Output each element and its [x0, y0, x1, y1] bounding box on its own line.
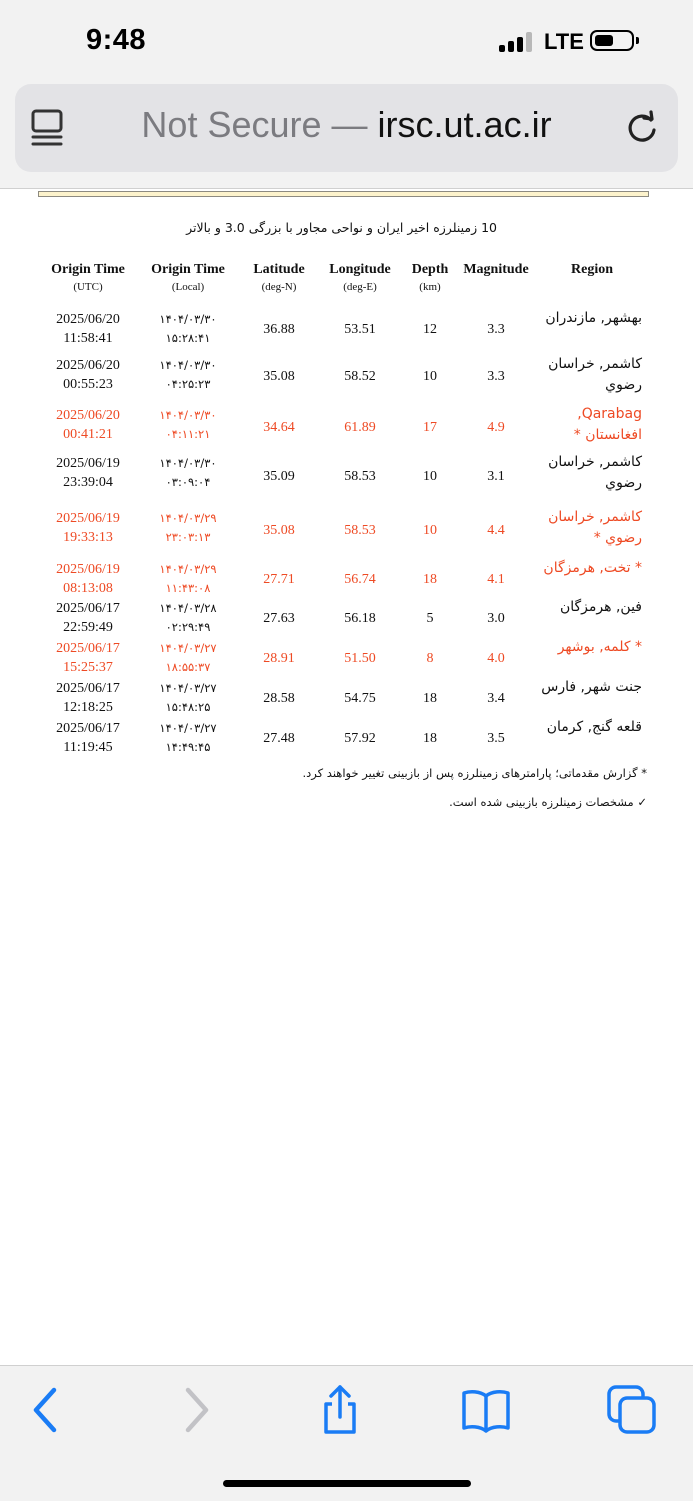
origin-local-cell	[143, 719, 233, 757]
origin-utc-cell	[44, 560, 132, 598]
clock: 9:48	[86, 24, 147, 56]
magnitude-cell: 3.1	[487, 468, 505, 484]
url-separator: —	[321, 104, 378, 145]
origin-local-cell-local-date: ۱۴۰۴/۰۳/۲۹	[159, 511, 217, 525]
magnitude-cell: 3.4	[487, 690, 505, 706]
origin-local-cell	[143, 406, 233, 444]
origin-local-cell-local-date: ۱۴۰۴/۰۳/۳۰	[159, 408, 217, 422]
reviewed-note: ✓ مشخصات زمینلرزه بازبینی شده است.	[449, 795, 647, 809]
origin-utc-cell-utc-time: 12:18:25	[63, 700, 113, 715]
back-icon[interactable]	[20, 1384, 72, 1436]
origin-local-cell-local-date: ۱۴۰۴/۰۳/۲۷	[159, 641, 217, 655]
magnitude-cell: 4.0	[487, 650, 505, 666]
longitude-cell: 58.52	[344, 368, 376, 384]
table-row	[0, 679, 693, 717]
origin-local-cell-local-date: ۱۴۰۴/۰۳/۳۰	[159, 312, 217, 326]
origin-local-cell	[143, 560, 233, 598]
latitude-cell: 27.48	[263, 730, 295, 746]
origin-local-cell-local-time: ۱۴:۴۹:۴۵	[165, 740, 211, 754]
depth-cell: 18	[423, 571, 437, 587]
origin-local-cell	[143, 509, 233, 547]
url-domain: irsc.ut.ac.ir	[377, 104, 552, 145]
table-row	[0, 509, 693, 551]
origin-utc-cell-utc-date: 2025/06/19	[56, 562, 120, 577]
table-row	[0, 356, 693, 396]
longitude-cell: 58.53	[344, 468, 376, 484]
origin-utc-cell-utc-date: 2025/06/17	[56, 601, 120, 616]
latitude-cell: 34.64	[263, 419, 295, 435]
not-secure-label: Not Secure	[141, 104, 322, 145]
origin-utc-cell-utc-date: 2025/06/20	[56, 312, 120, 327]
latitude-cell: 27.63	[263, 610, 295, 626]
origin-local-cell-local-date: ۱۴۰۴/۰۳/۲۸	[159, 601, 217, 615]
depth-cell: 17	[423, 419, 437, 435]
origin-local-cell-local-date: ۱۴۰۴/۰۳/۲۷	[159, 681, 217, 695]
column-header-depth: Depth (km)	[411, 262, 449, 293]
origin-utc-cell-utc-time: 23:39:04	[63, 475, 113, 490]
region-cell: قلعه گنج, كرمان	[546, 719, 642, 735]
forward-icon[interactable]	[170, 1384, 222, 1436]
magnitude-cell: 4.9	[487, 419, 505, 435]
latitude-cell: 36.88	[263, 321, 295, 337]
table-row	[0, 719, 693, 757]
origin-utc-cell-utc-date: 2025/06/19	[56, 511, 120, 526]
longitude-cell: 54.75	[344, 690, 376, 706]
depth-cell: 10	[423, 522, 437, 538]
origin-utc-cell	[44, 679, 132, 717]
longitude-cell: 56.74	[344, 571, 376, 587]
magnitude-cell: 3.3	[487, 368, 505, 384]
depth-cell: 12	[423, 321, 437, 337]
address-bar[interactable]	[15, 84, 678, 172]
page-content	[0, 189, 693, 1364]
magnitude-cell: 3.3	[487, 321, 505, 337]
origin-local-cell-local-time: ۱۱:۴۳:۰۸	[165, 581, 211, 595]
tabs-icon[interactable]	[606, 1384, 658, 1436]
origin-local-cell	[143, 454, 233, 492]
longitude-cell: 51.50	[344, 650, 376, 666]
magnitude-cell: 4.4	[487, 522, 505, 538]
column-header-latitude: Latitude (deg-N)	[253, 262, 305, 293]
origin-local-cell-local-time: ۱۵:۴۸:۲۵	[165, 700, 211, 714]
origin-utc-cell	[44, 509, 132, 547]
origin-utc-cell-utc-date: 2025/06/20	[56, 358, 120, 373]
origin-utc-cell	[44, 599, 132, 637]
origin-local-cell-local-date: ۱۴۰۴/۰۳/۳۰	[159, 358, 217, 372]
browser-bottom-toolbar	[0, 1365, 693, 1501]
home-indicator	[223, 1480, 471, 1487]
bookmarks-icon[interactable]	[460, 1384, 512, 1436]
region-cell: جنت شهر, فارس	[541, 679, 642, 695]
origin-local-cell-local-time: ۰۳:۰۹:۰۴	[165, 475, 211, 489]
origin-utc-cell-utc-time: 11:19:45	[63, 740, 113, 755]
origin-local-cell-local-date: ۱۴۰۴/۰۳/۲۷	[159, 721, 217, 735]
region-cell: کاشمر, خراسان رضوي	[548, 356, 642, 393]
table-row	[0, 639, 693, 677]
origin-utc-cell-utc-date: 2025/06/17	[56, 681, 120, 696]
reload-icon[interactable]	[624, 110, 660, 146]
origin-utc-cell-utc-time: 15:25:37	[63, 660, 113, 675]
depth-cell: 10	[423, 368, 437, 384]
magnitude-cell: 3.5	[487, 730, 505, 746]
table-row	[0, 599, 693, 637]
depth-cell: 8	[426, 650, 434, 666]
origin-local-cell	[143, 356, 233, 394]
origin-utc-cell-utc-time: 11:58:41	[63, 331, 113, 346]
origin-local-cell	[143, 599, 233, 637]
origin-utc-cell-utc-time: 08:13:08	[63, 581, 113, 596]
region-cell: * کلمه, بوشهر	[557, 639, 642, 655]
region-cell: کاشمر, خراسان رضوي *	[548, 509, 642, 546]
origin-utc-cell-utc-date: 2025/06/20	[56, 408, 120, 423]
origin-local-cell-local-time: ۰۴:۱۱:۲۱	[165, 427, 211, 441]
origin-utc-cell	[44, 639, 132, 677]
origin-utc-cell-utc-date: 2025/06/17	[56, 721, 120, 736]
origin-local-cell-local-date: ۱۴۰۴/۰۳/۲۹	[159, 562, 217, 576]
latitude-cell: 27.71	[263, 571, 295, 587]
origin-utc-cell-utc-time: 22:59:49	[63, 620, 113, 635]
origin-utc-cell-utc-date: 2025/06/17	[56, 641, 120, 656]
origin-utc-cell-utc-time: 00:41:21	[63, 427, 113, 442]
cellular-signal-icon	[499, 32, 535, 52]
browser-toolbar	[0, 78, 693, 189]
region-cell: * تخت, هرمزگان	[543, 560, 642, 576]
origin-utc-cell	[44, 356, 132, 394]
latitude-cell: 35.08	[263, 368, 295, 384]
origin-utc-cell	[44, 406, 132, 444]
latitude-cell: 28.58	[263, 690, 295, 706]
origin-local-cell-local-time: ۱۸:۵۵:۳۷	[165, 660, 211, 674]
column-header-longitude: Longitude (deg-E)	[329, 262, 391, 293]
region-cell: فين, هرمزگان	[559, 599, 642, 615]
origin-local-cell-local-date: ۱۴۰۴/۰۳/۳۰	[159, 456, 217, 470]
origin-local-cell	[143, 639, 233, 677]
longitude-cell: 57.92	[344, 730, 376, 746]
origin-local-cell-local-time: ۲۳:۰۳:۱۳	[165, 530, 211, 544]
network-type: LTE	[544, 29, 584, 54]
table-caption: 10 زمینلرزه اخیر ایران و نواحی مجاور با بزرگی 3.0 و بالاتر	[186, 220, 497, 235]
origin-utc-cell	[44, 310, 132, 348]
region-cell: کاشمر, خراسان رضوي	[548, 454, 642, 491]
table-row	[0, 560, 693, 598]
column-header-region: Region	[571, 262, 613, 277]
origin-utc-cell-utc-date: 2025/06/19	[56, 456, 120, 471]
latitude-cell: 35.09	[263, 468, 295, 484]
latitude-cell: 28.91	[263, 650, 295, 666]
magnitude-cell: 3.0	[487, 610, 505, 626]
status-bar	[0, 0, 693, 78]
magnitude-cell: 4.1	[487, 571, 505, 587]
longitude-cell: 58.53	[344, 522, 376, 538]
origin-local-cell	[143, 310, 233, 348]
depth-cell: 5	[426, 610, 434, 626]
table-row	[0, 310, 693, 348]
region-cell: بهشهر, مازندران	[545, 310, 642, 326]
origin-utc-cell	[44, 454, 132, 492]
origin-utc-cell-utc-time: 19:33:13	[63, 530, 113, 545]
table-row	[0, 406, 693, 448]
longitude-cell: 61.89	[344, 419, 376, 435]
origin-local-cell-local-time: ۰۴:۲۵:۲۳	[165, 377, 211, 391]
depth-cell: 18	[423, 730, 437, 746]
region-cell: Qarabag, افغانستان *	[573, 406, 642, 443]
longitude-cell: 56.18	[344, 610, 376, 626]
share-icon[interactable]	[314, 1384, 366, 1436]
latitude-cell: 35.08	[263, 522, 295, 538]
table-row	[0, 454, 693, 498]
url-display[interactable]	[15, 104, 678, 146]
preliminary-note: * گزارش مقدماتی؛ پارامترهای زمینلرزه پس از بازبینی تغییر خواهند کرد.	[302, 766, 647, 780]
depth-cell: 18	[423, 690, 437, 706]
origin-utc-cell-utc-time: 00:55:23	[63, 377, 113, 392]
column-header-utc: Origin Time (UTC)	[51, 262, 125, 293]
column-header-magnitude: Magnitude	[463, 262, 529, 277]
longitude-cell: 53.51	[344, 321, 376, 337]
origin-local-cell-local-time: ۰۲:۲۹:۴۹	[165, 620, 211, 634]
origin-utc-cell	[44, 719, 132, 757]
column-header-local: Origin Time (Local)	[151, 262, 225, 293]
battery-icon	[590, 30, 634, 51]
depth-cell: 10	[423, 468, 437, 484]
origin-local-cell	[143, 679, 233, 717]
header-banner	[38, 191, 649, 197]
origin-local-cell-local-time: ۱۵:۲۸:۴۱	[165, 331, 211, 345]
